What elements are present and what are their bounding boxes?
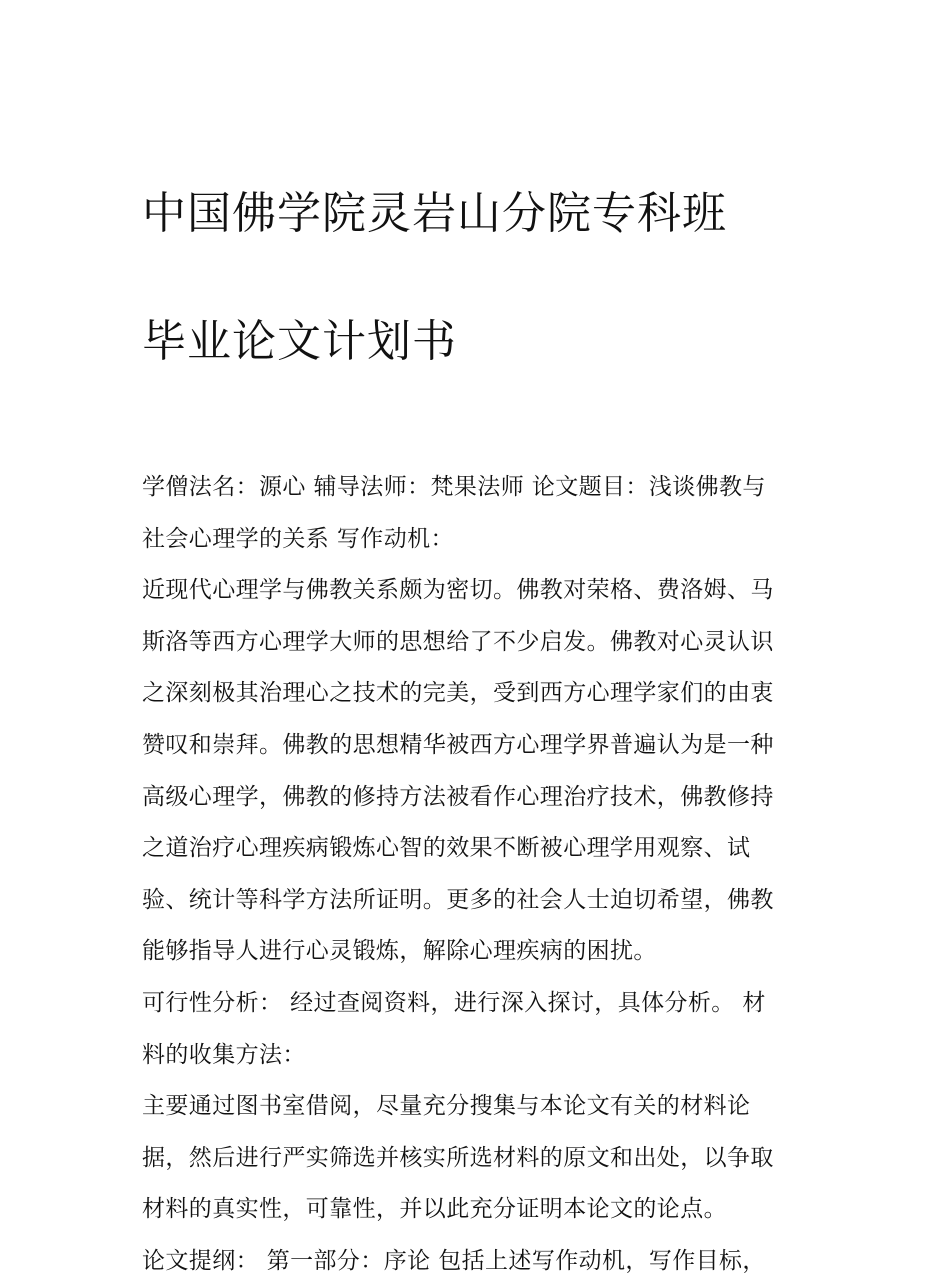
text-line: 可行性分析： 经过查阅资料，进行深入探讨，具体分析。 材 bbox=[142, 989, 766, 1016]
text-line: 赞叹和崇拜。佛教的思想精华被西方心理学界普遍认为是一种 bbox=[142, 731, 774, 758]
text-line: 料的收集方法： bbox=[142, 1041, 306, 1068]
paragraph-student-info bbox=[142, 462, 812, 565]
text-line: 能够指导人进行心灵锻炼，解除心理疾病的困扰。 bbox=[142, 938, 657, 965]
text-line: 据，然后进行严实筛选并核实所选材料的原文和出处，以争取 bbox=[142, 1144, 774, 1171]
title-line-2: 毕业论文计划书 bbox=[142, 316, 457, 367]
title-line-1: 中国佛学院灵岩山分院专科班 bbox=[142, 188, 727, 239]
paragraph-motivation bbox=[142, 565, 812, 978]
text-line: 高级心理学，佛教的修持方法被看作心理治疗技术，佛教修持 bbox=[142, 783, 774, 810]
text-line: 斯洛等西方心理学大师的思想给了不少启发。佛教对心灵认识 bbox=[142, 628, 774, 655]
paragraph-outline bbox=[142, 1236, 812, 1288]
paragraph-feasibility bbox=[142, 978, 812, 1081]
text-line: 近现代心理学与佛教关系颇为密切。佛教对荣格、费洛姆、马 bbox=[142, 577, 774, 604]
text-line: 材料的真实性，可靠性，并以此充分证明本论文的论点。 bbox=[142, 1196, 727, 1223]
document-content bbox=[142, 118, 812, 1288]
text-line: 主要通过图书室借阅，尽量充分搜集与本论文有关的材料论 bbox=[142, 1093, 751, 1120]
text-line: 论文提纲： 第一部分：序论 包括上述写作动机，写作目标， bbox=[142, 1247, 766, 1274]
text-line: 之深刻极其治理心之技术的完美，受到西方心理学家们的由衷 bbox=[142, 680, 774, 707]
text-line: 社会心理学的关系 写作动机： bbox=[142, 525, 454, 552]
text-line: 验、统计等科学方法所证明。更多的社会人士迫切希望，佛教 bbox=[142, 886, 774, 913]
document-title bbox=[142, 118, 812, 438]
paragraph-collection-method bbox=[142, 1081, 812, 1236]
text-line: 学僧法名：源心 辅导法师：梵果法师 论文题目：浅谈佛教与 bbox=[142, 474, 766, 500]
document-body bbox=[142, 462, 812, 1288]
text-line: 之道治疗心理疾病锻炼心智的效果不断被心理学用观察、试 bbox=[142, 835, 751, 862]
